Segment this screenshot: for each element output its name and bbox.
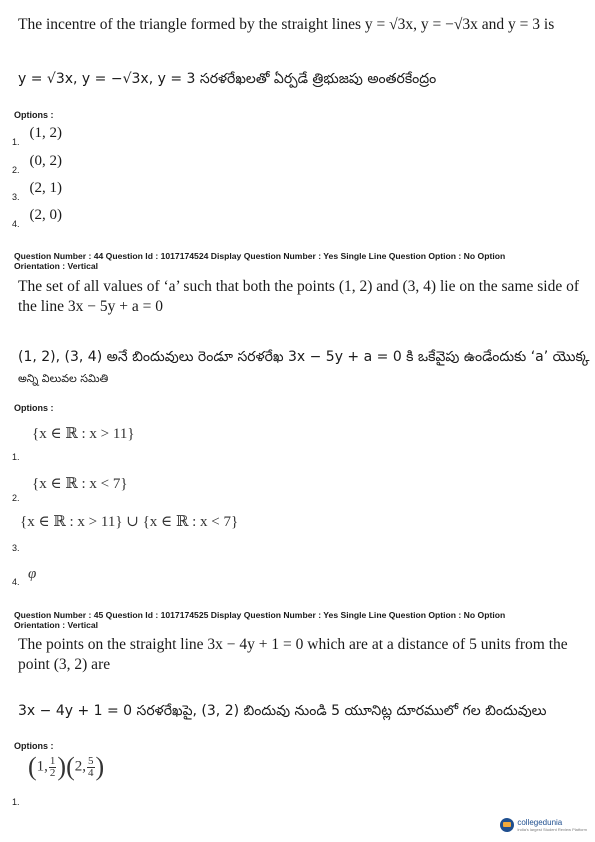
paren-open: (: [28, 752, 37, 781]
q43-telugu-text: y = √3x, y = −√3x, y = 3 సరళరేఖలతో ఏర్పడే త్రిభుజపు అంతరకేంద్రం: [18, 71, 437, 87]
q44-option-4-number: 4.: [12, 577, 20, 587]
collegedunia-logo: [500, 818, 587, 832]
q44-option-2-number: 2.: [12, 493, 20, 503]
q44-question-line-1: The set of all values of ‘a’ such that both the points (1, 2) and (3, 4) lie on the same side of: [18, 278, 580, 295]
point-2-x: 2,: [74, 758, 87, 775]
q45-meta-line-1: Question Number : 45 Question Id : 1017174525 Display Question Number : Yes Single Line Question Option : No Option: [14, 610, 506, 620]
option-value: (1, 2): [29, 125, 63, 141]
q45-option-1-value[interactable]: [28, 752, 104, 782]
paren-open: (: [66, 752, 75, 781]
fraction-numerator: 1: [49, 754, 56, 767]
logo-subtext: India's largest Student Review Platform: [517, 826, 587, 832]
option-value: (2, 0): [29, 207, 63, 223]
q43-option-2[interactable]: [12, 152, 63, 175]
q44-option-1-number: 1.: [12, 452, 20, 462]
q44-meta-line-1: Question Number : 44 Question Id : 1017174524 Display Question Number : Yes Single Line Question Option : No Option: [14, 251, 506, 261]
point-1-y-fraction: [49, 756, 57, 779]
q43-question-text: The incentre of the triangle formed by the straight lines y = √3x, y = −√3x and y = 3 is: [18, 16, 555, 33]
q44-meta-line-2: Orientation : Vertical: [14, 261, 99, 271]
paren-close: ): [95, 752, 105, 781]
option-number: 3.: [12, 192, 20, 202]
q45-options-label: Options :: [14, 741, 54, 751]
q44-option-4-value[interactable]: φ: [28, 566, 37, 582]
graduation-cap-icon: [500, 818, 514, 832]
q44-option-3-number: 3.: [12, 543, 20, 553]
q45-question-line-2: point (3, 2) are: [18, 656, 111, 673]
fraction-denominator: 2: [49, 766, 56, 779]
q44-option-1-value[interactable]: {x ∈ ℝ : x > 11}: [32, 426, 135, 442]
paren-close: ): [57, 752, 67, 781]
q45-meta-line-2: Orientation : Vertical: [14, 620, 99, 630]
q44-option-3-value[interactable]: {x ∈ ℝ : x > 11} ∪ {x ∈ ℝ : x < 7}: [20, 514, 239, 530]
fraction-denominator: 4: [88, 766, 94, 779]
q44-option-2-value[interactable]: {x ∈ ℝ : x < 7}: [32, 476, 128, 492]
option-number: 1.: [12, 137, 20, 147]
q44-telugu-line-2: అన్ని విలువల సమితి: [18, 372, 109, 385]
logo-text-block: [517, 819, 587, 832]
fraction-numerator: 5: [88, 754, 94, 767]
option-number: 2.: [12, 165, 20, 175]
q45-question-line-1: The points on the straight line 3x − 4y + 1 = 0 which are at a distance of 5 units from the: [18, 636, 568, 653]
q43-option-4[interactable]: [12, 206, 63, 229]
q43-option-3[interactable]: [12, 179, 63, 202]
option-value: (0, 2): [29, 153, 63, 169]
option-number: 4.: [12, 219, 20, 229]
q45-telugu-text: 3x − 4y + 1 = 0 సరళరేఖపై, (3, 2) బిందువు నుండి 5 యూనిట్ల దూరములో గల బిందువులు: [18, 703, 547, 719]
q44-telugu-line-1: (1, 2), (3, 4) అనే బిందువులు రెండూ సరళరేఖ 3x − 5y + a = 0 కి ఒకేవైపు ఉండేందుకు ‘a’ యొక్క: [18, 349, 590, 365]
point-2-y-fraction: [87, 756, 95, 779]
q45-option-1-number: 1.: [12, 797, 20, 807]
option-value: (2, 1): [29, 180, 63, 196]
point-1-x: 1,: [36, 758, 48, 775]
q43-option-1[interactable]: [12, 124, 63, 147]
q43-options-label: Options :: [14, 110, 54, 120]
logo-text: collegedunia: [517, 817, 563, 827]
q44-options-label: Options :: [14, 403, 54, 413]
q44-question-line-2: the line 3x − 5y + a = 0: [18, 298, 164, 315]
